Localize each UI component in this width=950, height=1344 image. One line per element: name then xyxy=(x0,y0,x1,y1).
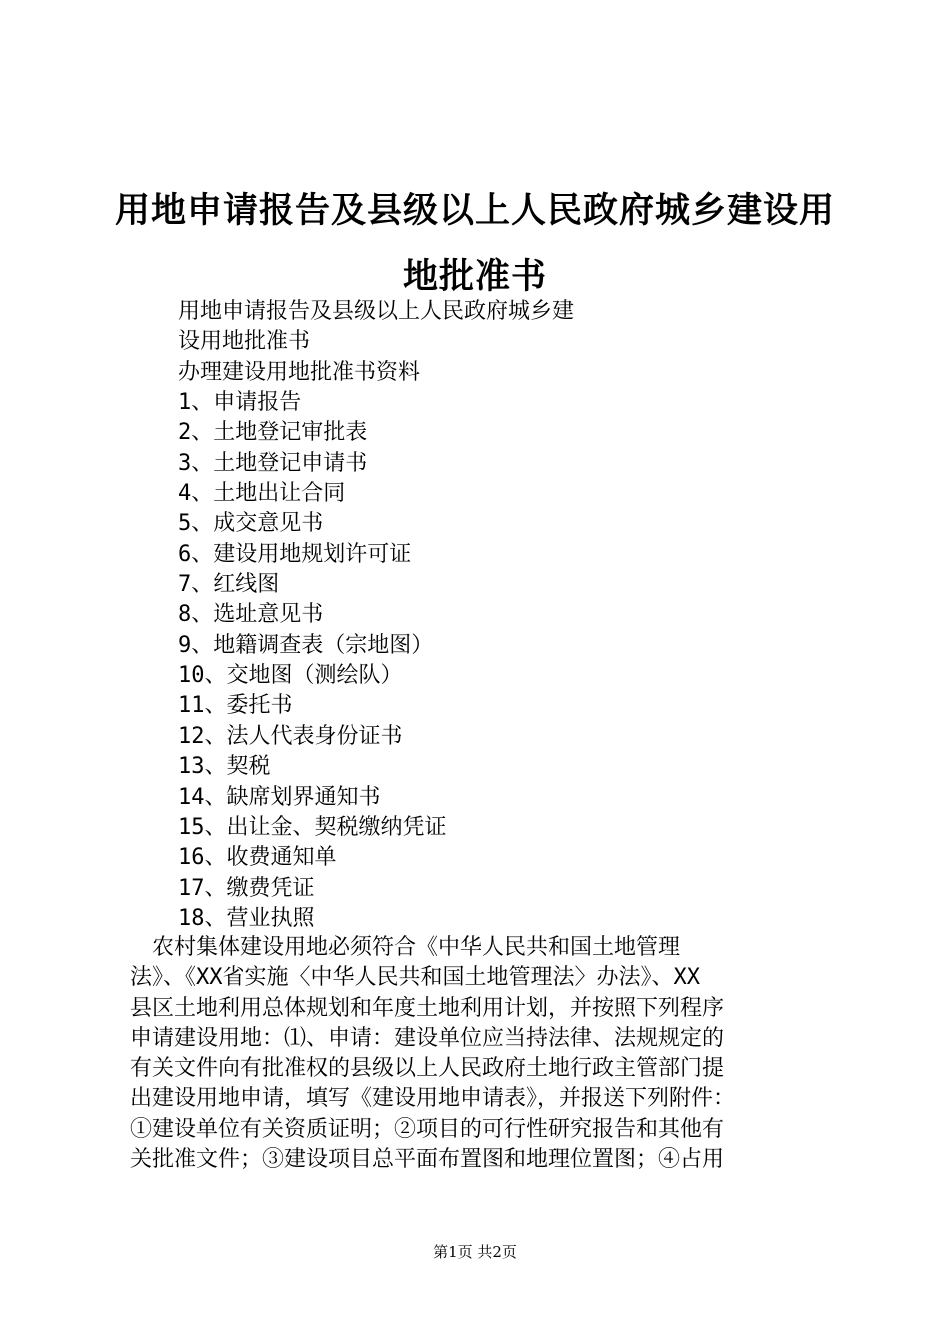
body-paragraph xyxy=(130,933,830,1175)
list-item: 8、选址意见书 xyxy=(178,602,324,628)
list-item: 9、地籍调查表（宗地图） xyxy=(178,632,434,658)
paragraph-line: 法》、《XX省实施〈中华人民共和国土地管理法〉办法》、XX xyxy=(130,965,700,991)
list-item: 3、土地登记申请书 xyxy=(178,450,368,476)
list-item: 12、法人代表身份证书 xyxy=(178,723,403,749)
title-line-2: 地批准书 xyxy=(402,256,547,297)
list-item: 5、成交意见书 xyxy=(178,511,324,537)
list-item: 18、营业执照 xyxy=(178,905,315,931)
list-item: 15、出让金、契税缴纳凭证 xyxy=(178,814,447,840)
page-footer: 第1页 共2页 xyxy=(433,1243,517,1261)
list-item: 用地申请报告及县级以上人民政府城乡建 xyxy=(178,299,575,324)
list-item: 6、建设用地规划许可证 xyxy=(178,541,412,567)
list-item: 4、土地出让合同 xyxy=(178,481,346,507)
list-item: 11、委托书 xyxy=(178,693,293,719)
list-item: 2、土地登记审批表 xyxy=(178,420,368,446)
paragraph-line: 县区土地利用总体规划和年度土地利用计划，并按照下列程序 xyxy=(130,995,725,1021)
list-item: 1、申请报告 xyxy=(178,390,302,416)
paragraph-line: ①建设单位有关资质证明；②项目的可行性研究报告和其他有 xyxy=(130,1116,725,1142)
list-item: 10、交地图（测绘队） xyxy=(178,663,403,689)
list-item: 13、契税 xyxy=(178,754,271,780)
list-item: 设用地批准书 xyxy=(178,329,311,355)
document-title xyxy=(110,178,840,310)
list-item: 办理建设用地批准书资料 xyxy=(178,359,421,385)
list-item: 17、缴费凭证 xyxy=(178,875,315,901)
list-item: 16、收费通知单 xyxy=(178,845,337,871)
list-item: 7、红线图 xyxy=(178,572,280,598)
title-line-1: 用地申请报告及县级以上人民政府城乡建设用 xyxy=(114,190,835,231)
paragraph-line: 关批准文件；③建设项目总平面布置图和地理位置图；④占用 xyxy=(130,1147,725,1173)
paragraph-line: 申请建设用地：⑴、申请：建设单位应当持法律、法规规定的 xyxy=(130,1025,725,1051)
paragraph-line: 有关文件向有批准权的县级以上人民政府土地行政主管部门提 xyxy=(130,1056,725,1082)
paragraph-line: 农村集体建设用地必须符合《中华人民共和国土地管理 xyxy=(130,935,681,960)
paragraph-line: 出建设用地申请，填写《建设用地申请表》，并报送下列附件： xyxy=(130,1086,736,1112)
material-list xyxy=(178,297,838,934)
list-item: 14、缺席划界通知书 xyxy=(178,784,381,810)
